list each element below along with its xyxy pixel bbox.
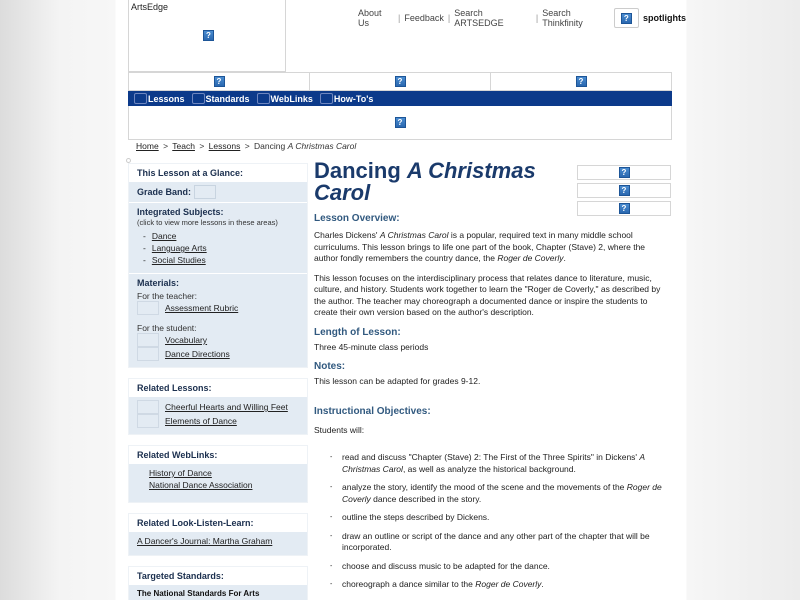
text: .	[541, 579, 544, 589]
text-italic: Roger de Coverly	[475, 579, 542, 589]
panel-body	[129, 532, 307, 555]
breadcrumb-separator: >	[199, 141, 205, 151]
spotlights-button[interactable]	[614, 8, 639, 28]
text: choreograph a dance similar to the	[342, 579, 476, 589]
notes-text: This lesson can be adapted for grades 9-12.	[314, 376, 481, 386]
panel-title: Related Look-Listen-Learn:	[129, 514, 307, 532]
dance-directions-link[interactable]: Dance Directions	[165, 349, 230, 359]
subjects-list	[137, 231, 299, 265]
overview-heading: Lesson Overview:	[314, 213, 400, 224]
panel-title: Related WebLinks:	[129, 446, 307, 464]
panel-title: Related Lessons:	[129, 379, 307, 397]
page-title	[314, 160, 562, 204]
material-row	[137, 301, 299, 315]
materials-section	[129, 274, 307, 367]
broken-image-icon: ?	[621, 13, 632, 24]
title-italic: Carol	[314, 180, 371, 205]
breadcrumb-separator: >	[163, 141, 169, 151]
sidebar	[128, 163, 308, 600]
breadcrumb-current	[254, 141, 356, 151]
panel-title: This Lesson at a Glance:	[129, 164, 307, 182]
file-icon	[137, 347, 159, 361]
nav-image-placeholder	[320, 93, 333, 104]
nav-image-placeholder	[134, 93, 147, 104]
weblink-item	[149, 480, 299, 490]
objective-item	[314, 579, 669, 591]
link-separator: |	[447, 13, 451, 23]
link-separator: |	[535, 13, 539, 23]
nav-weblinks[interactable]	[257, 93, 313, 104]
side-image-2[interactable]	[577, 183, 671, 198]
nav-image-placeholder	[257, 93, 270, 104]
grade-band-label: Grade Band:	[137, 187, 192, 197]
nav-standards[interactable]	[192, 93, 250, 104]
grade-band-row	[129, 182, 307, 202]
subject-item	[137, 243, 299, 253]
overview-paragraph-2: This lesson focuses on the interdisciplinary process that relates dance to literature, music, culture, and history. Students work together to learn the "Roger de Coverly," as described by the author. The teacher may choreograph a documented dance or inspire the students to create their own version based on the author's description.	[314, 272, 661, 317]
objectives-heading: Instructional Objectives:	[314, 405, 431, 417]
objectives-list	[314, 452, 669, 591]
objective-item: - draw an outline or script of the dance and any other part of the chapter that will be incorporated.	[314, 531, 669, 554]
related-lesson-link[interactable]: Cheerful Hearts and Willing Feet	[165, 402, 288, 412]
page-container	[116, 0, 686, 600]
text-italic: Roger de Coverly	[497, 253, 564, 263]
subject-link-dance[interactable]: Dance	[151, 231, 177, 241]
broken-image-icon: ?	[395, 76, 406, 87]
breadcrumb-separator: >	[244, 141, 250, 151]
overview-paragraph-1	[314, 230, 669, 265]
length-heading: Length of Lesson:	[314, 326, 401, 338]
breadcrumb-current-text: Dancing	[254, 141, 288, 151]
length-text: Three 45-minute class periods	[314, 341, 429, 352]
nav-how-tos[interactable]	[320, 93, 373, 104]
text: .	[563, 253, 566, 263]
nav-label: WebLinks	[270, 93, 313, 104]
file-icon	[137, 333, 159, 347]
text-italic: A Christmas Carol	[379, 230, 449, 240]
search-artsedge-link[interactable]: Search ARTSEDGE	[454, 8, 504, 28]
weblink-item	[149, 468, 299, 478]
lesson-row	[137, 414, 299, 428]
panel-body	[129, 397, 307, 434]
nav-lessons[interactable]	[134, 93, 185, 104]
panel-body	[129, 585, 307, 600]
thumbnail-icon	[137, 414, 159, 428]
objective-item	[314, 482, 669, 505]
broken-image-icon: ?	[576, 76, 587, 87]
nav-label: Lessons	[148, 93, 185, 104]
broken-image-icon: ?	[619, 185, 630, 196]
logo-alt-text: ArtsEdge	[131, 2, 169, 12]
subject-item	[137, 231, 299, 241]
breadcrumb-teach[interactable]: Teach	[172, 141, 195, 151]
nav-label: Standards	[205, 93, 250, 104]
material-row	[137, 347, 299, 361]
feedback-link[interactable]: Feedback	[404, 13, 444, 23]
lesson-row	[137, 400, 299, 414]
subject-link-language-arts[interactable]: Language Arts	[151, 243, 207, 253]
integrated-subjects	[129, 203, 307, 273]
notes-heading: Notes:	[314, 361, 346, 372]
main-nav	[128, 91, 672, 106]
glance-panel	[128, 163, 308, 368]
broken-image-icon: ?	[619, 167, 630, 178]
objective-item	[314, 452, 669, 475]
weblink-history-of-dance[interactable]: History of Dance	[149, 468, 212, 478]
text: analyze the story, identify the mood of the scene and the movements of the	[342, 482, 627, 492]
banner-row	[128, 72, 672, 91]
related-lll-panel	[128, 513, 308, 556]
side-image-1[interactable]	[577, 165, 671, 180]
text: Charles Dickens'	[314, 230, 380, 240]
file-icon	[137, 301, 159, 315]
assessment-rubric-link[interactable]: Assessment Rubric	[165, 303, 239, 313]
subjects-note: (click to view more lessons in these areas)	[137, 218, 278, 227]
lll-link-martha-graham[interactable]: A Dancer's Journal: Martha Graham	[137, 536, 273, 546]
main-content	[314, 158, 662, 598]
text-italic: Roger de Coverly	[342, 482, 662, 504]
breadcrumb-current-italic: A Christmas Carol	[287, 141, 357, 151]
nav-image-placeholder	[192, 93, 205, 104]
related-lessons-panel	[128, 378, 308, 435]
grade-band-image	[194, 185, 216, 199]
text: is a popular, required text in many middle school curriculums. This lesson brings to life one part of the book, Chapter (Stave) 2, where the author fondly remembers the country dance, the	[314, 230, 646, 263]
thumbnail-icon	[137, 400, 159, 414]
search-thinkfinity-link[interactable]: Search Thinkfinity	[542, 8, 583, 28]
link-separator: |	[398, 13, 401, 23]
breadcrumb-lessons[interactable]: Lessons	[208, 141, 241, 151]
title-text: Dancing	[314, 158, 407, 183]
breadcrumb-home[interactable]: Home	[136, 141, 159, 151]
breadcrumb	[136, 141, 356, 151]
targeted-standards-panel	[128, 566, 308, 600]
vocabulary-link[interactable]: Vocabulary	[165, 335, 208, 345]
banner-cell-3[interactable]	[491, 73, 671, 90]
text: read and discuss "Chapter (Stave) 2: The First of the Three Spirits" in Dickens'	[342, 452, 640, 462]
text: dance described in the story.	[370, 493, 482, 504]
banner-cell-1[interactable]	[129, 73, 310, 90]
banner-cell-2[interactable]	[310, 73, 491, 90]
objectives-intro: Students will:	[314, 424, 365, 435]
weblink-national-dance-association[interactable]: National Dance Association	[149, 480, 253, 490]
materials-title: Materials:	[137, 278, 180, 288]
broken-image-icon: ?	[214, 76, 225, 87]
panel-title: Targeted Standards:	[129, 567, 307, 585]
standards-heading: The National Standards For Arts	[137, 589, 260, 598]
broken-image-icon: ?	[395, 117, 406, 128]
subject-item	[137, 255, 299, 265]
sub-banner[interactable]	[128, 106, 672, 140]
nav-label: How-To's	[333, 93, 374, 104]
objective-item: - choose and discuss music to be adapted for the dance.	[314, 561, 669, 573]
side-image-3[interactable]	[577, 201, 671, 216]
related-lesson-link[interactable]: Elements of Dance	[165, 416, 237, 426]
broken-image-icon: ?	[203, 30, 214, 41]
panel-body	[129, 464, 307, 502]
top-links	[358, 8, 686, 28]
title-italic: A Christmas	[406, 158, 536, 183]
subjects-title: Integrated Subjects:	[137, 207, 224, 217]
subject-link-social-studies[interactable]: Social Studies	[151, 255, 206, 265]
student-label: For the student:	[137, 323, 197, 333]
objective-item: - outline the steps described by Dickens.	[314, 512, 669, 524]
teacher-label: For the teacher:	[137, 291, 198, 301]
related-weblinks-panel	[128, 445, 308, 503]
broken-image-icon: ?	[619, 203, 630, 214]
spotlights-label[interactable]: spotlights	[643, 13, 686, 23]
about-us-link[interactable]: About Us	[358, 8, 382, 28]
right-image-boxes	[577, 165, 671, 219]
material-row	[137, 333, 299, 347]
text: , as well as analyze the historical background.	[402, 463, 576, 474]
text-italic: A Christmas Carol	[342, 452, 645, 474]
logo-area[interactable]	[128, 0, 286, 72]
